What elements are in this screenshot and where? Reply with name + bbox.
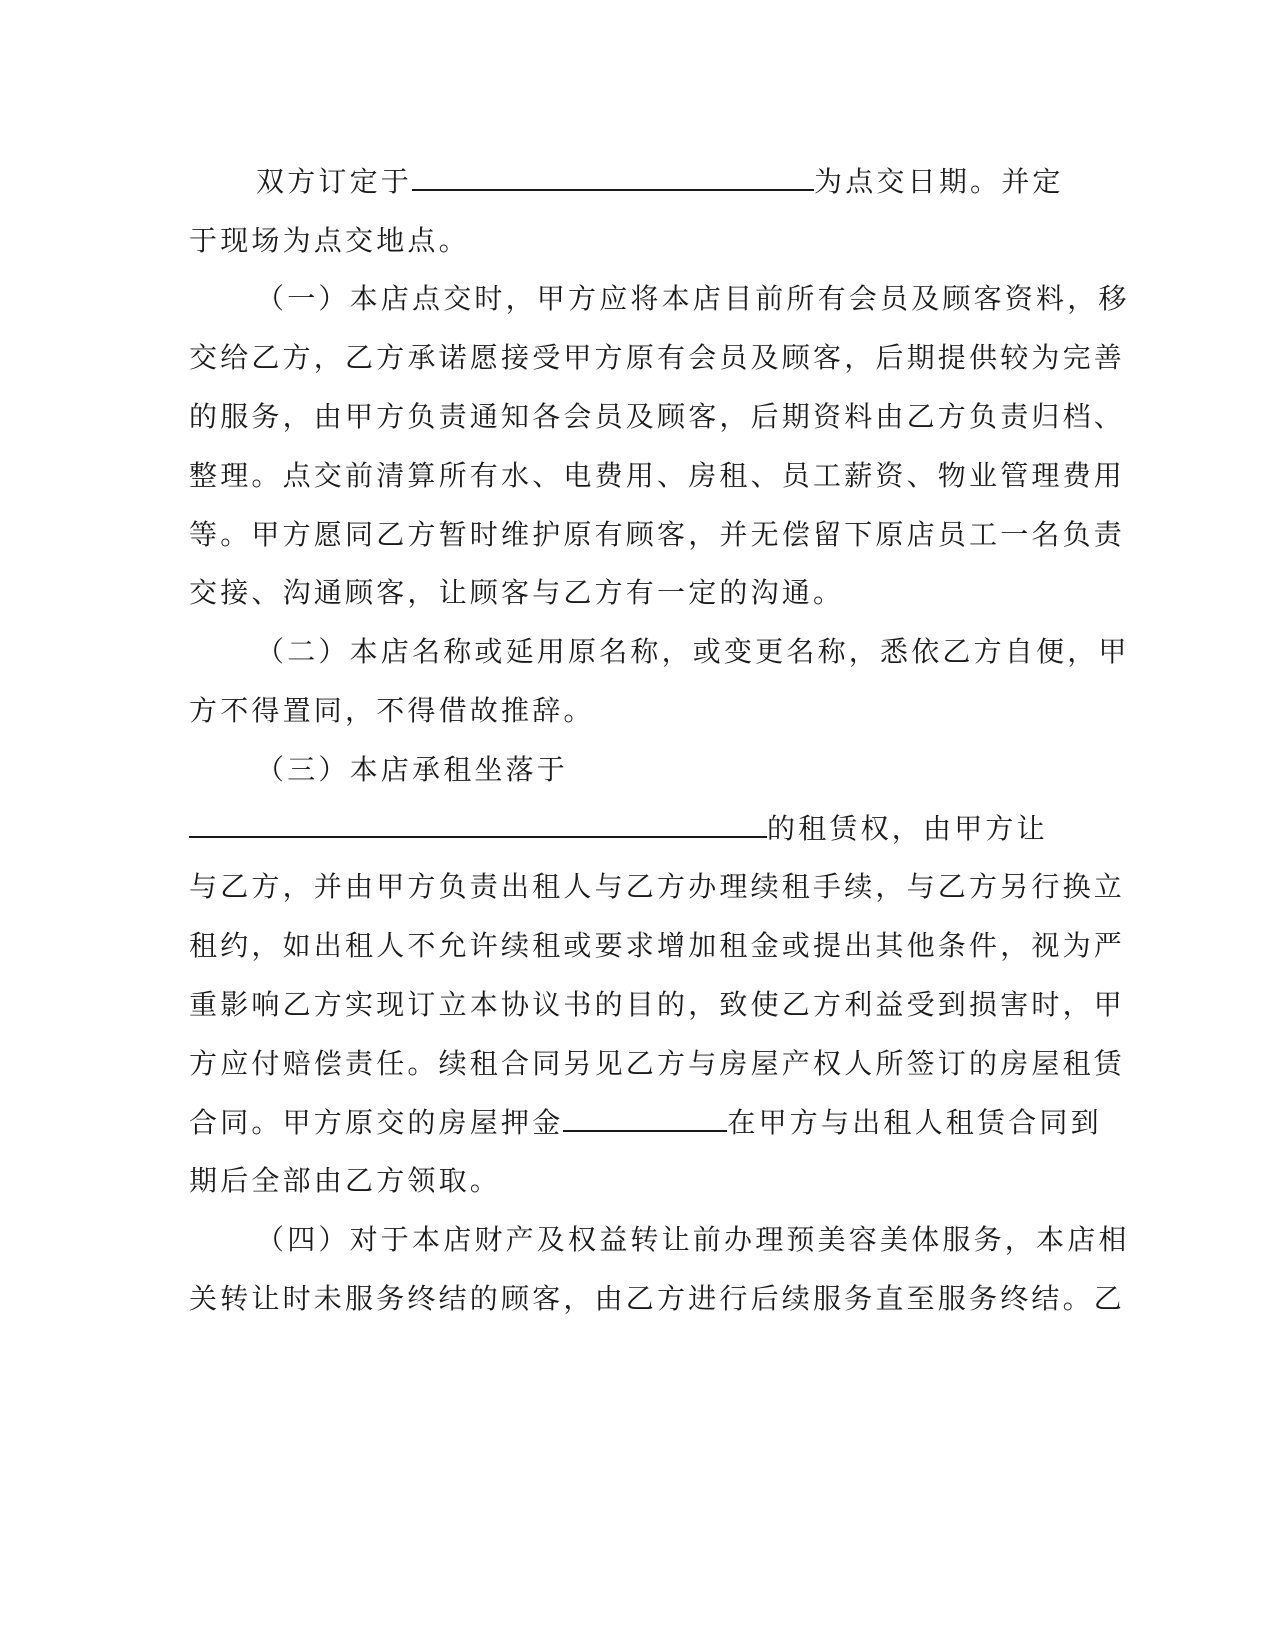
text-line — [189, 1103, 1102, 1143]
text-line: 租约，如出租人不允许续租或要求增加租金或提出其他条件，视为严 — [189, 929, 1126, 962]
fill-in-blank-property-location — [189, 810, 767, 838]
text-line: （一）本店点交时，甲方应将本店目前所有会员及顾客资料，移 — [256, 282, 1130, 315]
text-segment: 为点交日期。并定 — [814, 165, 1064, 198]
text-line: 的服务，由甲方负责通知各会员及顾客，后期资料由乙方负责归档、 — [189, 400, 1126, 433]
text-line: 关转让时未服务终结的顾客，由乙方进行后续服务直至服务终结。乙 — [189, 1282, 1126, 1315]
text-line — [256, 162, 1064, 202]
text-line: 方不得置同，不得借故推辞。 — [189, 694, 595, 727]
fill-in-blank-handover-date — [412, 163, 814, 191]
text-line — [189, 809, 1048, 849]
text-line: 交接、沟通顾客，让顾客与乙方有一定的沟通。 — [189, 576, 845, 609]
text-line: 交给乙方，乙方承诺愿接受甲方原有会员及顾客，后期提供较为完善 — [189, 341, 1126, 374]
text-line: 重影响乙方实现订立本协议书的目的，致使乙方利益受到损害时，甲 — [189, 988, 1126, 1021]
text-line: 方应付赔偿责任。续租合同另见乙方与房屋产权人所签订的房屋租赁 — [189, 1047, 1126, 1080]
text-line: （三）本店承租坐落于 — [256, 753, 569, 786]
text-segment: 双方订定于 — [256, 165, 413, 198]
text-line: 期后全部由乙方领取。 — [189, 1164, 502, 1197]
text-line: （四）对于本店财产及权益转让前办理预美容美体服务，本店相 — [256, 1223, 1130, 1256]
text-segment: 合同。甲方原交的房屋押金 — [189, 1106, 564, 1139]
text-line: （二）本店名称或延用原名称，或变更名称，悉依乙方自便，甲 — [256, 635, 1130, 668]
text-segment: 的租赁权，由甲方让 — [767, 812, 1048, 845]
text-line: 与乙方，并由甲方负责出租人与乙方办理续租手续，与乙方另行换立 — [189, 870, 1126, 903]
text-line: 等。甲方愿同乙方暂时维护原有顾客，并无偿留下原店员工一名负责 — [189, 518, 1126, 551]
text-line: 整理。点交前清算所有水、电费用、房租、员工薪资、物业管理费用 — [189, 459, 1126, 492]
fill-in-blank-deposit — [563, 1104, 727, 1132]
text-segment: 在甲方与出租人租赁合同到 — [727, 1106, 1102, 1139]
text-line: 于现场为点交地点。 — [189, 224, 470, 257]
